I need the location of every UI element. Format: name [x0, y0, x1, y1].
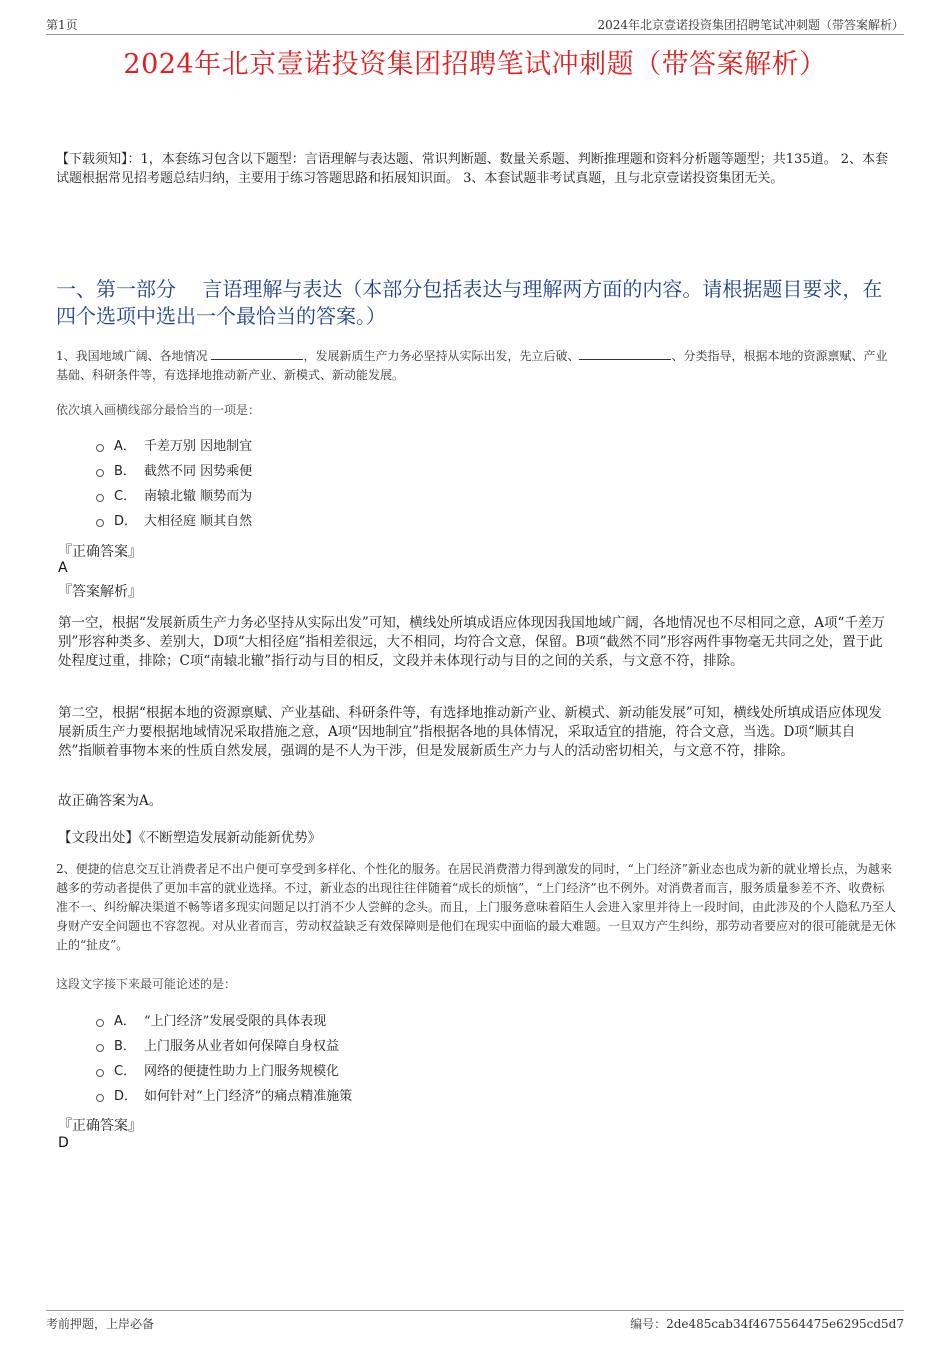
q1-source: 【文段出处】《不断塑造发展新动能新优势》 — [58, 830, 322, 846]
q1-option-a[interactable]: A． 千差万别 因地制宜 — [96, 432, 252, 457]
q1-option-b[interactable]: B． 截然不同 因势乘便 — [96, 457, 252, 482]
q1-text-part-b: ，发展新质生产力务必坚持从实际出发，先立后破、 — [303, 349, 580, 363]
q2-answer-label: 『正确答案』 — [58, 1118, 142, 1134]
q1-option-c[interactable]: C． 南辕北辙 顺势而为 — [96, 482, 252, 507]
q2-options — [96, 1007, 352, 1107]
q1-prompt: 依次填入画横线部分最恰当的一项是： — [56, 403, 261, 417]
q2-option-c[interactable]: C． 网络的便捷性助力上门服务规模化 — [96, 1057, 352, 1082]
radio-icon[interactable] — [96, 494, 104, 502]
q1-answer-label: 『正确答案』 — [58, 544, 142, 560]
footer-doc-id: 编号：2de485cab34f4675564475e6295cd5d7 — [630, 1317, 904, 1331]
page-header — [46, 14, 904, 35]
fill-blank-1 — [211, 347, 303, 360]
radio-icon[interactable] — [96, 469, 104, 477]
fill-blank-2 — [579, 347, 671, 360]
section-heading: 一、第一部分 言语理解与表达（本部分包括表达与理解两方面的内容。请根据题目要求，在四个选项中选出一个最恰当的答案。） — [56, 277, 883, 328]
q1-analysis-label: 『答案解析』 — [58, 584, 142, 600]
radio-icon[interactable] — [96, 519, 104, 527]
q1-options — [96, 432, 252, 532]
q1-answer: A — [58, 560, 68, 576]
q2-prompt: 这段文字接下来最可能论述的是： — [56, 977, 237, 991]
q1-analysis-paragraph-1: 第一空，根据“发展新质生产力务必坚持从实际出发”可知，横线处所填成语应体现因我国地域广阔，各地情况也不尽相同之意，A项“千差万别”形容种类多、差别大，D项“大相径庭”指相差很远，大不相同，均符合文意，保留。B项“截然不同”形容两件事物毫无共同之处，置于此处程度过重，排除；C项“南辕北辙”指行动与目的相反，文段并未体现行动与目的之间的关系，与文意不符，排除。 — [58, 615, 885, 669]
q1-text-part-c: 、分类指导，根据本地的资源禀赋、产业基础、科研条件等，有选择地推动新产业、新模式、新动能发展。 — [56, 349, 888, 382]
document-title: 2024年北京壹诺投资集团招聘笔试冲刺题（带答案解析） — [123, 49, 827, 80]
radio-icon[interactable] — [96, 444, 104, 452]
page-footer — [46, 1310, 904, 1331]
page-number: 第1页 — [46, 18, 78, 32]
footer-slogan: 考前押题，上岸必备 — [46, 1317, 155, 1331]
q1-option-d[interactable]: D． 大相径庭 顺其自然 — [96, 507, 252, 532]
q1-text-part-a: 1、我国地域广阔、各地情况 — [56, 349, 212, 363]
header-doc-title: 2024年北京壹诺投资集团招聘笔试冲刺题（带答案解析） — [597, 18, 904, 32]
download-notice: 【下载须知】：1，本套练习包含以下题型：言语理解与表达题、常识判断题、数量关系题、判断推理题和资料分析题等题型；共135道。 2、本套试题根据常见招考题总结归纳，主要用于练习答题思路和拓展知识面。 3、本套试题非考试真题，且与北京壹诺投资集团无关。 — [56, 152, 888, 186]
q2-option-d[interactable]: D． 如何针对“上门经济”的痛点精准施策 — [96, 1082, 352, 1107]
question-1-text — [56, 347, 896, 385]
radio-icon[interactable] — [96, 1069, 104, 1077]
q1-conclusion: 故正确答案为A。 — [58, 793, 163, 809]
q2-option-a[interactable]: A． “上门经济”发展受限的具体表现 — [96, 1007, 352, 1032]
radio-icon[interactable] — [96, 1094, 104, 1102]
q2-option-b[interactable]: B． 上门服务从业者如何保障自身权益 — [96, 1032, 352, 1057]
radio-icon[interactable] — [96, 1019, 104, 1027]
q2-answer: D — [58, 1135, 69, 1151]
q1-analysis-paragraph-2: 第二空，根据“根据本地的资源禀赋、产业基础、科研条件等，有选择地推动新产业、新模式、新动能发展”可知，横线处所填成语应体现发展新质生产力要根据地域情况采取措施之意，A项“因地制宜”指根据各地的具体情况，采取适宜的措施，符合文意，当选。D项“顺其自然”指顺着事物本来的性质自然发展，强调的是不人为干涉，但是发展新质生产力与人的活动密切相关，与文意不符，排除。 — [58, 705, 882, 759]
question-2-text: 2、便捷的信息交互让消费者足不出户便可享受到多样化、个性化的服务。在居民消费潜力得到激发的同时，“上门经济”新业态也成为新的就业增长点，为越来越多的劳动者提供了更加丰富的就业选择。不过，新业态的出现往往伴随着“成长的烦恼”，“上门经济”也不例外。对消费者而言，服务质量参差不齐、收费标准不一、纠纷解决渠道不畅等诸多现实问题足以打消不少人尝鲜的念头。而且，上门服务意味着陌生人会进入家里并待上一段时间，由此涉及的个人隐私乃至人身财产安全问题也不容忽视。对从业者而言，劳动权益缺乏有效保障则是他们在现实中面临的最大难题。一旦双方产生纠纷，那劳动者要应对的很可能就是无休止的“扯皮”。 — [56, 862, 897, 952]
radio-icon[interactable] — [96, 1044, 104, 1052]
